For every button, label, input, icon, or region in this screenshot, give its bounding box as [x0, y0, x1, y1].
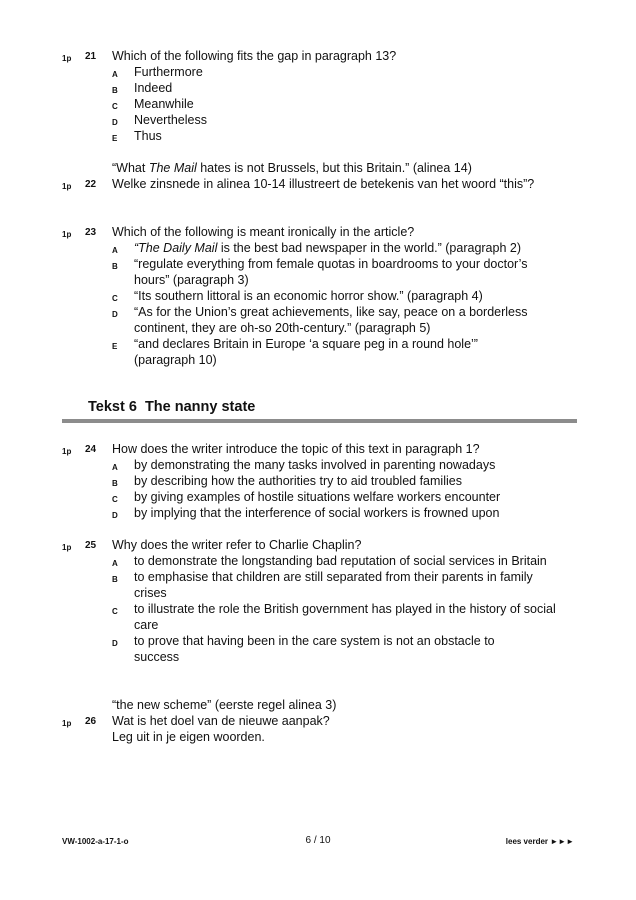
option-letter: D — [112, 511, 118, 520]
option-text: Indeed — [134, 81, 173, 95]
option-text-italic: “The Daily Mail — [134, 241, 218, 255]
option-letter: B — [112, 86, 118, 95]
option-letter: B — [112, 479, 118, 488]
question-stem: Which of the following is meant ironically in the article? — [112, 225, 415, 239]
answer-option — [112, 633, 534, 665]
option-text: “and declares Britain in Europe ‘a square peg in a round hole’” (paragraph 10) — [134, 337, 478, 367]
question-22 — [0, 160, 636, 192]
question-points: 1p — [62, 719, 72, 728]
option-letter: D — [112, 639, 118, 648]
question-number: 22 — [85, 179, 97, 190]
answer-option — [112, 304, 539, 336]
question-24 — [0, 441, 636, 521]
section-title: Tekst 6 The nanny state — [88, 399, 256, 415]
answer-option — [112, 128, 564, 144]
question-points: 1p — [62, 543, 72, 552]
answer-option — [112, 505, 574, 521]
option-letter: D — [112, 118, 118, 127]
exam-code: VW-1002-a-17-1-o — [62, 837, 129, 846]
option-letter: B — [112, 262, 118, 271]
option-text: by implying that the interference of social workers is frowned upon — [134, 506, 500, 520]
answer-option — [112, 489, 574, 505]
answer-option — [112, 457, 574, 473]
answer-options — [112, 240, 636, 368]
answer-option — [112, 601, 559, 633]
source-quote: “the new scheme” (eerste regel alinea 3) — [112, 698, 337, 712]
option-text: by demonstrating the many tasks involved in parenting nowadays — [134, 458, 496, 472]
question-stem: Which of the following fits the gap in paragraph 13? — [112, 49, 397, 63]
option-letter: B — [112, 575, 118, 584]
question-stem: Welke zinsnede in alinea 10-14 illustreert de betekenis van het woord “this”? — [112, 177, 535, 191]
option-text: Furthermore — [134, 65, 203, 79]
option-letter: A — [112, 559, 118, 568]
answer-option — [112, 569, 549, 601]
source-quote — [112, 160, 636, 176]
question-points: 1p — [62, 447, 72, 456]
answer-options — [112, 64, 636, 144]
answer-option — [112, 64, 564, 80]
question-stem: How does the writer introduce the topic of this text in paragraph 1? — [112, 442, 480, 456]
option-text: Meanwhile — [134, 97, 194, 111]
answer-options — [112, 457, 636, 521]
question-number: 21 — [85, 51, 97, 62]
question-points: 1p — [62, 230, 72, 239]
question-instruction: Leg uit in je eigen woorden. — [112, 730, 265, 744]
option-text: to emphasise that children are still separated from their parents in family crises — [134, 570, 533, 600]
answer-option — [112, 288, 564, 304]
option-letter: E — [112, 342, 118, 351]
option-letter: D — [112, 310, 118, 319]
answer-option — [112, 336, 529, 368]
option-letter: A — [112, 70, 118, 79]
answer-option — [112, 80, 564, 96]
answer-option — [112, 256, 529, 288]
question-points: 1p — [62, 54, 72, 63]
answer-options — [112, 553, 636, 665]
answer-option — [112, 473, 574, 489]
continue-marker: lees verder ►►► — [505, 837, 574, 846]
question-stem: Why does the writer refer to Charlie Chaplin? — [112, 538, 362, 552]
quote-italic: The Mail — [148, 161, 197, 175]
option-text: Thus — [134, 129, 162, 143]
question-number: 24 — [85, 444, 97, 455]
option-text: by giving examples of hostile situations welfare workers encounter — [134, 490, 501, 504]
quote-text: hates is not Brussels, but this Britain.” (alinea 14) — [196, 161, 472, 175]
option-letter: C — [112, 294, 118, 303]
option-text: to demonstrate the longstanding bad reputation of social services in Britain — [134, 554, 547, 568]
page-number: 6 / 10 — [305, 835, 331, 846]
option-text: is the best bad newspaper in the world.” (paragraph 2) — [217, 241, 522, 255]
option-letter: C — [112, 607, 118, 616]
answer-option — [112, 96, 564, 112]
option-text: “regulate everything from female quotas in boardrooms to your doctor’s hours” (paragraph 3) — [134, 257, 528, 287]
option-text: “Its southern littoral is an economic horror show.” (paragraph 4) — [134, 289, 483, 303]
quote-text: “What — [112, 161, 149, 175]
option-text: by describing how the authorities try to aid troubled families — [134, 474, 462, 488]
section-divider — [62, 419, 577, 423]
question-21 — [0, 48, 636, 144]
question-points: 1p — [62, 182, 72, 191]
option-letter: A — [112, 463, 118, 472]
question-25 — [0, 537, 636, 665]
option-text: Nevertheless — [134, 113, 207, 127]
question-number: 26 — [85, 716, 97, 727]
option-text: to illustrate the role the British government has played in the history of social care — [134, 602, 556, 632]
question-stem: Wat is het doel van de nieuwe aanpak? — [112, 714, 330, 728]
answer-option — [112, 553, 549, 569]
question-number: 25 — [85, 540, 97, 551]
option-letter: E — [112, 134, 118, 143]
option-letter: A — [112, 246, 118, 255]
question-26 — [0, 697, 636, 745]
question-number: 23 — [85, 227, 97, 238]
answer-option — [112, 240, 574, 256]
option-letter: C — [112, 495, 118, 504]
question-23 — [0, 224, 636, 368]
option-letter: C — [112, 102, 118, 111]
option-text: “As for the Union’s great achievements, like say, peace on a borderless continent, they are oh-so 20th-century.” (paragraph 5) — [134, 305, 528, 335]
option-text: to prove that having been in the care system is not an obstacle to success — [134, 634, 495, 664]
answer-option — [112, 112, 564, 128]
